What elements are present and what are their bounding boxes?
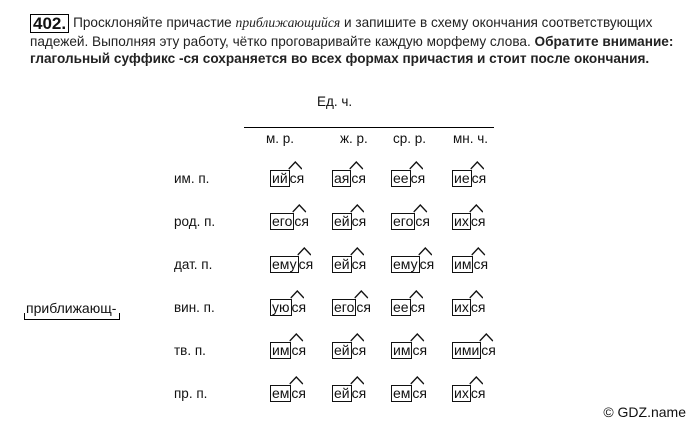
suffix-text: ся <box>410 299 426 315</box>
suffix-text: ся <box>470 385 486 401</box>
word-stem <box>26 300 116 316</box>
stem-text: приближающ- <box>26 300 117 316</box>
case-label: тв. п. <box>174 343 206 358</box>
ending-box: ей <box>334 213 350 229</box>
task-instructions <box>30 15 673 66</box>
suffix-roof-icon <box>409 290 424 299</box>
suffix-mark <box>412 342 427 358</box>
suffix-text: ся <box>473 256 489 272</box>
ending-cell <box>332 385 366 403</box>
suffix-roof-icon <box>290 290 305 299</box>
suffix-mark <box>299 256 314 272</box>
suffix-mark <box>471 213 486 229</box>
ending-cell <box>391 299 425 317</box>
ending-cell <box>332 170 366 188</box>
suffix-text: ся <box>291 299 307 315</box>
case-label: дат. п. <box>174 257 213 272</box>
suffix-mark <box>411 170 426 186</box>
suffix-roof-icon <box>410 376 425 385</box>
suffix-text: ся <box>470 213 486 229</box>
ending-box: их <box>454 385 469 401</box>
ending-cell <box>332 256 366 274</box>
ending-box: им <box>454 256 472 272</box>
ending-cell <box>270 342 306 360</box>
ending-box: ей <box>334 256 350 272</box>
suffix-mark <box>290 170 305 186</box>
suffix-roof-icon <box>413 204 428 213</box>
gender-header-m: м. р. <box>266 131 295 146</box>
ending-box: ей <box>334 385 350 401</box>
suffix-text: ся <box>289 170 305 186</box>
suffix-roof-icon <box>409 161 424 170</box>
ending-cell <box>270 213 309 231</box>
suffix-roof-icon <box>288 161 303 170</box>
ending-box: ее <box>393 170 409 186</box>
ending-box: ими <box>454 342 480 358</box>
suffix-mark <box>356 299 371 315</box>
suffix-roof-icon <box>350 247 365 256</box>
suffix-roof-icon <box>418 247 433 256</box>
suffix-roof-icon <box>354 290 369 299</box>
suffix-mark <box>352 342 367 358</box>
suffix-roof-icon <box>469 376 484 385</box>
ending-box: ему <box>272 256 297 272</box>
ending-cell <box>452 342 496 360</box>
ending-box: ее <box>393 299 409 315</box>
suffix-mark <box>481 342 496 358</box>
suffix-mark <box>420 256 435 272</box>
suffix-mark <box>352 256 367 272</box>
suffix-mark <box>351 170 366 186</box>
suffix-roof-icon <box>479 333 494 342</box>
suffix-text: ся <box>298 256 314 272</box>
suffix-mark <box>291 385 306 401</box>
ending-cell <box>452 213 485 231</box>
suffix-roof-icon <box>469 204 484 213</box>
suffix-mark <box>352 385 367 401</box>
ending-box: ие <box>454 170 470 186</box>
ending-box: ем <box>272 385 290 401</box>
suffix-roof-icon <box>410 333 425 342</box>
ending-cell <box>452 170 486 188</box>
suffix-text: ся <box>291 342 307 358</box>
suffix-text: ся <box>291 385 307 401</box>
suffix-text: ся <box>294 213 309 229</box>
case-label: пр. п. <box>174 386 208 401</box>
ending-box: ий <box>272 170 288 186</box>
ending-box: их <box>454 299 469 315</box>
suffix-mark <box>471 299 486 315</box>
suffix-roof-icon <box>349 161 364 170</box>
case-label: вин. п. <box>174 300 215 315</box>
suffix-roof-icon <box>469 290 484 299</box>
ending-box: его <box>393 213 414 229</box>
suffix-roof-icon <box>289 333 304 342</box>
suffix-text: ся <box>412 385 428 401</box>
suffix-text: ся <box>410 170 426 186</box>
suffix-mark <box>411 299 426 315</box>
suffix-roof-icon <box>350 204 365 213</box>
suffix-roof-icon <box>350 376 365 385</box>
ending-cell <box>332 299 371 317</box>
suffix-mark <box>292 299 307 315</box>
suffix-text: ся <box>351 213 367 229</box>
task-word: приближающийся <box>235 15 341 30</box>
ending-cell <box>391 342 427 360</box>
ending-box: его <box>272 213 293 229</box>
ending-cell <box>270 299 306 317</box>
suffix-text: ся <box>419 256 435 272</box>
gender-header-f: ж. р. <box>340 131 368 146</box>
ending-box: ая <box>334 170 350 186</box>
suffix-mark <box>472 170 487 186</box>
gender-header-n: ср. р. <box>393 131 427 146</box>
ending-cell <box>391 170 425 188</box>
ending-box: им <box>393 342 411 358</box>
case-label: род. п. <box>174 214 216 229</box>
ending-box: его <box>334 299 355 315</box>
suffix-text: ся <box>471 170 487 186</box>
suffix-mark <box>415 213 430 229</box>
header-divider <box>244 127 494 128</box>
suffix-roof-icon <box>289 376 304 385</box>
ending-cell <box>391 385 427 403</box>
ending-cell <box>452 299 485 317</box>
number-header: Ед. ч. <box>317 94 353 109</box>
ending-cell <box>452 256 488 274</box>
suffix-roof-icon <box>350 333 365 342</box>
suffix-mark <box>291 342 306 358</box>
suffix-mark <box>473 256 488 272</box>
task-text-after: и запишите в схему окончания соответствующих падежей. Выполняя эту работу, чётко проговаривайте каждую морфему слова. <box>30 15 653 49</box>
suffix-text: ся <box>481 342 496 358</box>
suffix-text: ся <box>351 256 367 272</box>
task-note: Обратите внимание: глагольный суффикс -ся сохраняется во всех формах причастия и стоит после окончания. <box>30 34 674 66</box>
ending-box: ем <box>393 385 411 401</box>
ending-cell <box>270 385 306 403</box>
ending-cell <box>332 342 366 360</box>
suffix-roof-icon <box>292 204 307 213</box>
gender-header-pl: мн. ч. <box>453 131 489 146</box>
ending-box: ей <box>334 342 350 358</box>
case-label: им. п. <box>174 171 210 186</box>
ending-cell <box>391 213 430 231</box>
suffix-mark <box>352 213 367 229</box>
task-block <box>30 14 680 67</box>
ending-cell <box>270 256 313 274</box>
task-text-before: Просклоняйте причастие <box>73 15 232 30</box>
suffix-text: ся <box>351 170 366 186</box>
ending-cell <box>391 256 434 274</box>
suffix-roof-icon <box>471 247 486 256</box>
ending-box: им <box>272 342 290 358</box>
ending-cell <box>332 213 366 231</box>
ending-box: ую <box>272 299 290 315</box>
task-number: 402. <box>30 14 69 33</box>
footer-watermark: © GDZ.name <box>603 404 686 420</box>
stem-bracket <box>24 313 120 320</box>
suffix-text: ся <box>351 385 367 401</box>
suffix-text: ся <box>415 213 430 229</box>
suffix-text: ся <box>351 342 367 358</box>
suffix-text: ся <box>470 299 486 315</box>
suffix-text: ся <box>412 342 428 358</box>
ending-cell <box>452 385 485 403</box>
suffix-mark <box>412 385 427 401</box>
suffix-roof-icon <box>297 247 312 256</box>
suffix-mark <box>294 213 309 229</box>
ending-box: их <box>454 213 469 229</box>
suffix-roof-icon <box>470 161 485 170</box>
suffix-mark <box>471 385 486 401</box>
suffix-text: ся <box>356 299 371 315</box>
ending-cell <box>270 170 304 188</box>
ending-box: ему <box>393 256 418 272</box>
